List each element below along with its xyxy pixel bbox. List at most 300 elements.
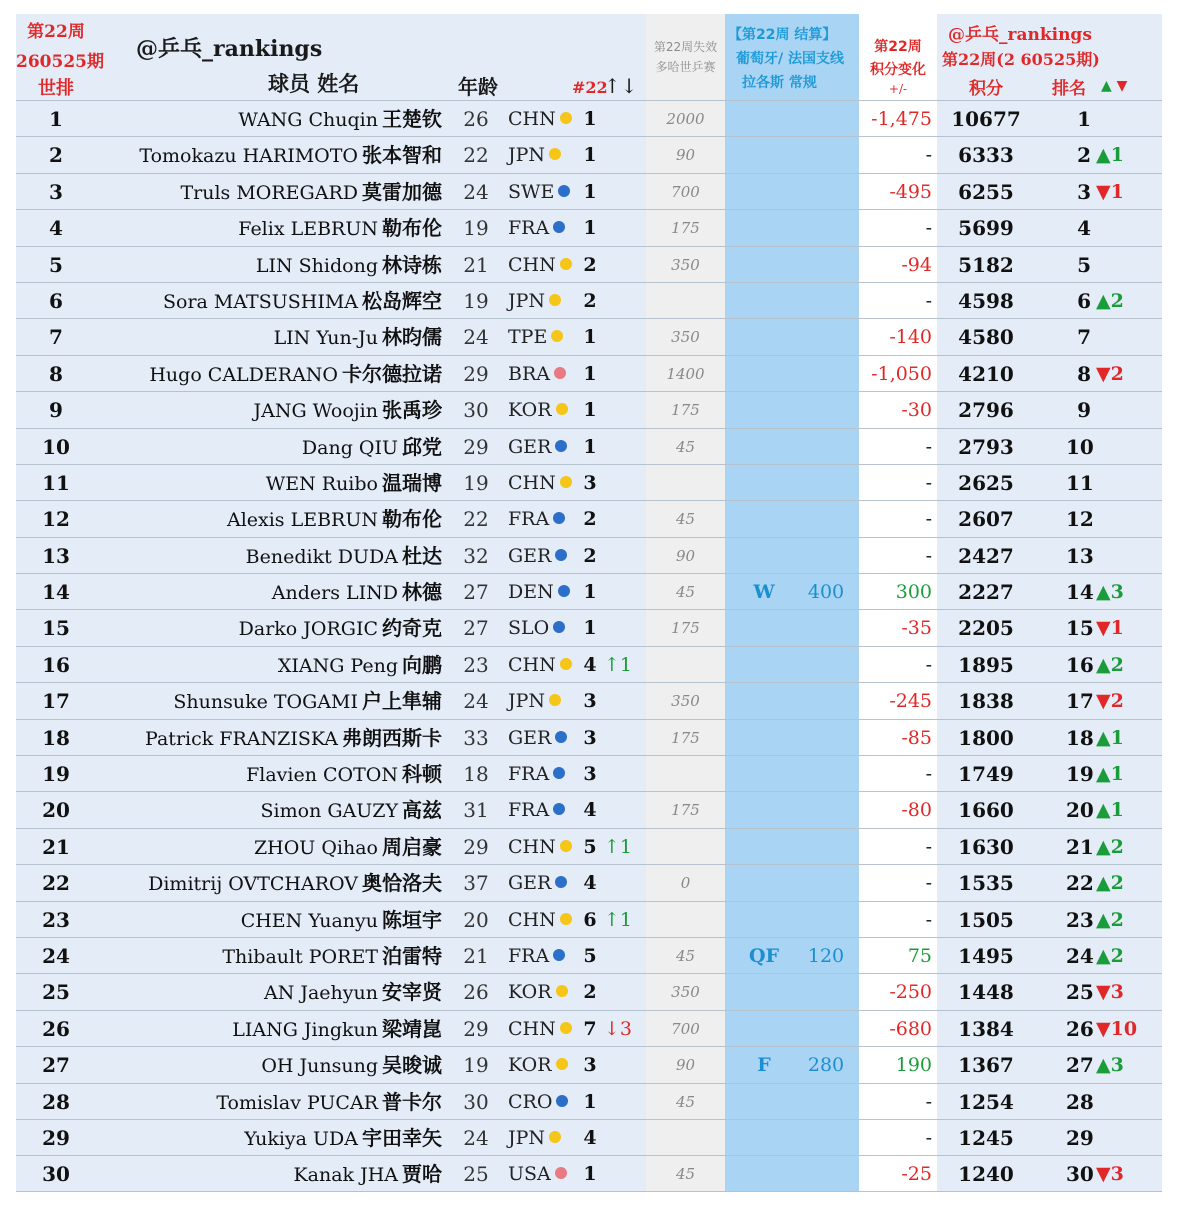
change-header-line2: 积分变化 (870, 62, 926, 78)
player-name (96, 974, 442, 1010)
expiring-points (646, 1120, 725, 1156)
rank-count: 4 (583, 799, 597, 822)
player-name-latin: Patrick FRANZISKA (145, 727, 338, 750)
world-rank: 24 (42, 943, 70, 968)
tournament-result (744, 647, 784, 683)
tournament-points (796, 829, 856, 865)
expiring-points: 350 (671, 983, 700, 1002)
points-change: - (925, 217, 932, 240)
nationality-code: GER (508, 726, 552, 749)
rank-count-change (604, 574, 644, 610)
new-rank: 7 (1077, 325, 1091, 350)
player-name-latin: Tomislav PUCAR (216, 1091, 378, 1114)
nationality-code: CHN (508, 108, 556, 130)
tournament-points (796, 101, 856, 137)
nationality (508, 974, 568, 1010)
rank-count: 4 (583, 872, 597, 895)
tournament-points (796, 1011, 856, 1047)
player-name-latin: LIN Yun-Ju (273, 327, 378, 350)
up-arrow-icon: ▲ (1101, 78, 1112, 94)
new-rank: 27 (1066, 1053, 1094, 1078)
player-name (96, 174, 442, 210)
tournament-points: 120 (807, 944, 845, 967)
nationality (508, 247, 568, 283)
player-age: 30 (463, 1089, 489, 1114)
nationality (508, 756, 568, 792)
tournament-points (796, 1120, 856, 1156)
nationality (508, 101, 568, 137)
player-name-latin: LIANG Jingkun (232, 1018, 378, 1041)
nationality (508, 465, 568, 501)
nationality-dot-icon (556, 985, 568, 997)
player-name-latin: Dang QIU (301, 436, 398, 459)
player-age: 37 (463, 871, 489, 896)
name-column-header: 球员 姓名 (268, 72, 360, 96)
nationality (508, 1120, 568, 1156)
expiring-points: 350 (671, 328, 700, 347)
nationality (508, 1047, 568, 1083)
rank-movement: ▲2 (1096, 872, 1124, 895)
nationality-code: SWE (508, 180, 555, 203)
nationality-dot-icon (555, 1167, 567, 1179)
tournament-result (744, 283, 784, 319)
nationality-code: FRA (508, 944, 550, 967)
player-name (96, 610, 442, 646)
new-rank: 15 (1066, 616, 1094, 641)
rank-count: 1 (583, 326, 597, 349)
nationality-dot-icon (560, 913, 572, 925)
expiring-points: 175 (671, 801, 700, 820)
player-name-latin: Anders LIND (271, 582, 398, 605)
nationality (508, 137, 568, 173)
new-rank: 16 (1066, 652, 1094, 677)
points-change: -495 (889, 180, 932, 203)
total-points: 1895 (958, 652, 1014, 677)
rank-count-change (604, 356, 644, 392)
world-rank: 8 (49, 361, 63, 386)
player-name-latin: AN Jaehyun (263, 982, 378, 1005)
rank-movement (1096, 538, 1162, 574)
new-rank: 22 (1066, 871, 1094, 896)
rank-movement (1096, 319, 1162, 355)
new-rank: 23 (1066, 907, 1094, 932)
player-age: 19 (463, 288, 489, 313)
rank-movement: ▼10 (1096, 1017, 1138, 1040)
player-name-chinese: 安宰贤 (382, 980, 442, 1005)
world-rank: 15 (42, 616, 70, 641)
world-rank: 2 (49, 143, 63, 168)
world-rank: 14 (42, 580, 70, 605)
rank-count-change (604, 429, 644, 465)
player-name-chinese: 弗朗西斯卡 (342, 725, 442, 750)
points-change: -1,475 (871, 108, 932, 130)
nationality-code: USA (508, 1163, 551, 1186)
nationality-code: JPN (508, 144, 546, 167)
nationality-dot-icon (560, 476, 572, 488)
nationality (508, 938, 568, 974)
nationality-code: CHN (508, 835, 556, 858)
tournament-result (744, 1011, 784, 1047)
expiring-points: 350 (671, 692, 700, 711)
rank-movement (1096, 501, 1162, 537)
tournament-points (796, 756, 856, 792)
rank-count: 5 (583, 835, 597, 858)
table-row (16, 391, 1162, 427)
total-points: 2793 (958, 434, 1014, 459)
tournament-result: QF (748, 944, 780, 967)
player-age: 19 (463, 1053, 489, 1078)
player-name (96, 538, 442, 574)
player-age: 24 (463, 179, 489, 204)
rank-count: 1 (583, 180, 597, 203)
rank-movement: ▲1 (1096, 799, 1124, 822)
player-name-latin: Flavien COTON (246, 764, 398, 787)
player-name-latin: Shunsuke TOGAMI (173, 691, 358, 714)
total-points: 4598 (958, 288, 1014, 313)
nationality-code: FRA (508, 217, 550, 240)
total-points: 10677 (951, 107, 1021, 131)
rank-count: 1 (583, 435, 597, 458)
rank-count-change (604, 756, 644, 792)
tournament-header-line3: 拉各斯 常规 (742, 75, 817, 91)
rank-count: 3 (583, 726, 597, 749)
player-name (96, 356, 442, 392)
total-points: 5699 (958, 216, 1014, 241)
player-age: 32 (463, 543, 489, 568)
rank-count: 3 (583, 1054, 597, 1077)
nationality (508, 865, 568, 901)
tournament-result (744, 683, 784, 719)
nationality-dot-icon (549, 148, 561, 160)
player-name (96, 101, 442, 137)
rank-count-change (604, 392, 644, 428)
total-points: 4210 (958, 361, 1014, 386)
rank-count: 1 (583, 217, 597, 240)
nationality-code: FRA (508, 763, 550, 786)
total-points: 1495 (958, 943, 1014, 968)
period-right-label: 第22周(2 60525期) (942, 50, 1100, 69)
expiring-points: 350 (671, 255, 700, 274)
total-points: 1448 (958, 980, 1014, 1005)
world-rank: 12 (42, 507, 70, 532)
nationality (508, 720, 568, 756)
rank-movement: ▲1 (1096, 763, 1124, 786)
player-name-chinese: 林诗栋 (382, 252, 442, 277)
table-row (16, 355, 1162, 391)
nationality-dot-icon (554, 367, 566, 379)
points-change: -85 (901, 726, 932, 749)
world-rank: 30 (42, 1162, 70, 1187)
points-change: 300 (895, 581, 932, 604)
rank-movement (1096, 1084, 1162, 1120)
rank-count: 1 (583, 1090, 597, 1113)
points-change: -94 (901, 253, 932, 276)
nationality (508, 574, 568, 610)
tournament-points (796, 610, 856, 646)
rank-movement: ▲1 (1096, 144, 1124, 167)
points-change: - (925, 471, 932, 494)
nationality-code: CHN (508, 471, 556, 494)
player-age: 27 (463, 616, 489, 641)
rank-count: 7 (583, 1017, 597, 1040)
rank-movement (1096, 429, 1162, 465)
tournament-result (744, 392, 784, 428)
nationality-dot-icon (549, 1131, 561, 1143)
player-name (96, 647, 442, 683)
rank-count-change (604, 683, 644, 719)
player-name-chinese: 梁靖崑 (382, 1016, 442, 1041)
player-name-chinese: 奥恰洛夫 (362, 871, 442, 896)
player-name-latin: Tomokazu HARIMOTO (139, 145, 358, 168)
player-name-chinese: 松岛辉空 (362, 288, 442, 313)
new-rank: 30 (1066, 1162, 1094, 1187)
rank-count: 1 (583, 144, 597, 167)
nationality-code: FRA (508, 799, 550, 822)
nationality (508, 902, 568, 938)
nationality (508, 683, 568, 719)
player-name-chinese: 约奇克 (382, 616, 442, 641)
nationality-dot-icon (555, 549, 567, 561)
nationality (508, 647, 568, 683)
expiring-points (646, 829, 725, 865)
new-rank: 28 (1066, 1089, 1094, 1114)
tournament-points (796, 501, 856, 537)
new-rank: 5 (1077, 252, 1091, 277)
player-name-chinese: 贾哈 (402, 1162, 442, 1187)
rank-count-change (604, 137, 644, 173)
player-name-chinese: 王楚钦 (382, 107, 442, 131)
nationality-code: JPN (508, 1126, 546, 1149)
table-row (16, 1119, 1162, 1155)
total-points: 2427 (958, 543, 1014, 568)
world-rank: 28 (42, 1089, 70, 1114)
table-row (16, 937, 1162, 973)
account-label: @乒乓_rankings (136, 36, 323, 62)
tournament-result: F (757, 1054, 771, 1077)
total-points: 1630 (958, 834, 1014, 859)
tournament-points (796, 1084, 856, 1120)
table-row (16, 136, 1162, 172)
rank-movement: ▼1 (1096, 180, 1124, 203)
player-name (96, 865, 442, 901)
rank-count: 2 (583, 508, 597, 531)
tournament-result (744, 247, 784, 283)
table-row (16, 1010, 1162, 1046)
player-age: 26 (463, 107, 489, 131)
player-name-chinese: 邱党 (402, 434, 442, 459)
expiring-points: 45 (675, 437, 696, 456)
world-rank: 20 (42, 798, 70, 823)
points-change: - (925, 908, 932, 931)
player-name (96, 1011, 442, 1047)
tournament-points (796, 137, 856, 173)
new-rank: 12 (1066, 507, 1094, 532)
tournament-points: 400 (807, 581, 845, 604)
player-name-chinese: 周启豪 (382, 834, 442, 859)
rank-count: 4 (583, 653, 597, 676)
total-points: 1505 (958, 907, 1014, 932)
nationality (508, 429, 568, 465)
points-change: - (925, 872, 932, 895)
rank-movement: ▼2 (1096, 690, 1124, 713)
player-age: 24 (463, 689, 489, 714)
table-row (16, 719, 1162, 755)
player-age: 23 (463, 652, 489, 677)
player-name-latin: XIANG Peng (277, 654, 398, 677)
table-row (16, 573, 1162, 609)
table-row (16, 1083, 1162, 1119)
expiring-points: 45 (675, 1092, 696, 1111)
rank-movement (1096, 1120, 1162, 1156)
nationality-code: GER (508, 544, 552, 567)
player-name-latin: WEN Ruibo (265, 472, 378, 495)
points-change: - (925, 653, 932, 676)
player-age: 29 (463, 434, 489, 459)
player-name-latin: WANG Chuqin (238, 109, 378, 131)
up-down-legend (1101, 78, 1127, 94)
new-rank: 13 (1066, 543, 1094, 568)
player-name-latin: ZHOU Qihao (253, 836, 378, 859)
player-name-latin: Dimitrij OVTCHAROV (148, 873, 358, 896)
nationality-code: TPE (508, 326, 548, 349)
table-row (16, 537, 1162, 573)
player-name-latin: Felix LEBRUN (238, 218, 378, 241)
player-name (96, 938, 442, 974)
rank-movement: ▲3 (1096, 581, 1124, 604)
points-change: -30 (901, 399, 932, 422)
tournament-points (796, 392, 856, 428)
rank-count-change (604, 538, 644, 574)
player-name-chinese: 卡尔德拉诺 (342, 361, 442, 386)
expiring-points: 0 (680, 874, 691, 893)
new-rank: 9 (1077, 398, 1091, 423)
tournament-result (744, 792, 784, 828)
rank-count: 2 (583, 544, 597, 567)
nationality-dot-icon (556, 403, 568, 415)
expiring-points: 700 (671, 1019, 700, 1038)
tournament-result (744, 756, 784, 792)
player-name (96, 1047, 442, 1083)
total-points: 1838 (958, 689, 1014, 714)
rank-movement: ▲2 (1096, 908, 1124, 931)
rank-count: 2 (583, 289, 597, 312)
table-row (16, 464, 1162, 500)
world-rank: 25 (42, 980, 70, 1005)
tournament-points (796, 865, 856, 901)
player-name (96, 1156, 442, 1192)
score-column-header: 积分 (969, 79, 1003, 99)
player-name-latin: Truls MOREGARD (180, 181, 358, 204)
total-points: 1535 (958, 871, 1014, 896)
tournament-result (744, 974, 784, 1010)
player-name (96, 720, 442, 756)
player-name-chinese: 温瑞博 (382, 470, 442, 495)
points-change: - (925, 144, 932, 167)
nationality-code: GER (508, 872, 552, 895)
player-age: 19 (463, 216, 489, 241)
rank-count-change (604, 1084, 644, 1120)
world-rank: 18 (42, 725, 70, 750)
player-name (96, 1120, 442, 1156)
rank-movement: ▲2 (1096, 289, 1124, 312)
nationality-dot-icon (560, 258, 572, 270)
world-rank: 19 (42, 762, 70, 787)
nationality-code: SLO (508, 617, 550, 640)
new-rank-column-header: 排名 (1052, 79, 1086, 99)
expiring-points: 175 (671, 219, 700, 238)
expiring-points (646, 465, 725, 501)
tournament-points (796, 319, 856, 355)
rank-count-change (604, 247, 644, 283)
points-change: -680 (889, 1017, 932, 1040)
total-points: 1384 (958, 1016, 1014, 1041)
new-rank: 1 (1077, 107, 1091, 131)
expiring-points: 700 (671, 182, 700, 201)
player-age: 26 (463, 980, 489, 1005)
table-row (16, 609, 1162, 645)
table-row (16, 864, 1162, 900)
nationality (508, 174, 568, 210)
rank-count-change (604, 501, 644, 537)
tournament-points (796, 538, 856, 574)
player-name-chinese: 高兹 (402, 798, 442, 823)
tournament-points (796, 792, 856, 828)
rank-count-change (604, 720, 644, 756)
tournament-points (796, 283, 856, 319)
new-rank: 26 (1066, 1016, 1094, 1041)
player-name-latin: Darko JORGIC (238, 618, 378, 641)
points-change: -80 (901, 799, 932, 822)
nationality-code: GER (508, 435, 552, 458)
tournament-result (744, 610, 784, 646)
nationality-dot-icon (553, 512, 565, 524)
nationality-dot-icon (560, 840, 572, 852)
new-rank: 2 (1077, 143, 1091, 168)
nationality-dot-icon (555, 731, 567, 743)
points-change: - (925, 1090, 932, 1113)
rank-count: 5 (583, 944, 597, 967)
tournament-result (744, 902, 784, 938)
player-name (96, 210, 442, 246)
world-rank: 5 (49, 252, 63, 277)
tournament-points (796, 1156, 856, 1192)
player-age: 19 (463, 470, 489, 495)
player-name-chinese: 科顿 (402, 762, 442, 787)
rank-movement: ▲2 (1096, 944, 1124, 967)
player-name (96, 829, 442, 865)
total-points: 1254 (958, 1089, 1014, 1114)
rank-movement: ▲3 (1096, 1054, 1124, 1077)
new-rank: 11 (1066, 470, 1094, 495)
expiring-points (646, 283, 725, 319)
player-name-chinese: 向鹏 (402, 652, 442, 677)
tournament-result: W (753, 581, 775, 604)
table-row (16, 1155, 1162, 1191)
tournament-result (744, 1156, 784, 1192)
points-change: -25 (901, 1163, 932, 1186)
points-change: -245 (889, 690, 932, 713)
player-age: 29 (463, 834, 489, 859)
rank-movement: ▲2 (1096, 653, 1124, 676)
tournament-points (796, 647, 856, 683)
player-age: 24 (463, 325, 489, 350)
rank-movement (1096, 392, 1162, 428)
player-age: 29 (463, 361, 489, 386)
rank-count-change (604, 1120, 644, 1156)
rank-count: 1 (583, 617, 597, 640)
new-rank: 8 (1077, 361, 1091, 386)
expiring-points: 90 (675, 1056, 696, 1075)
